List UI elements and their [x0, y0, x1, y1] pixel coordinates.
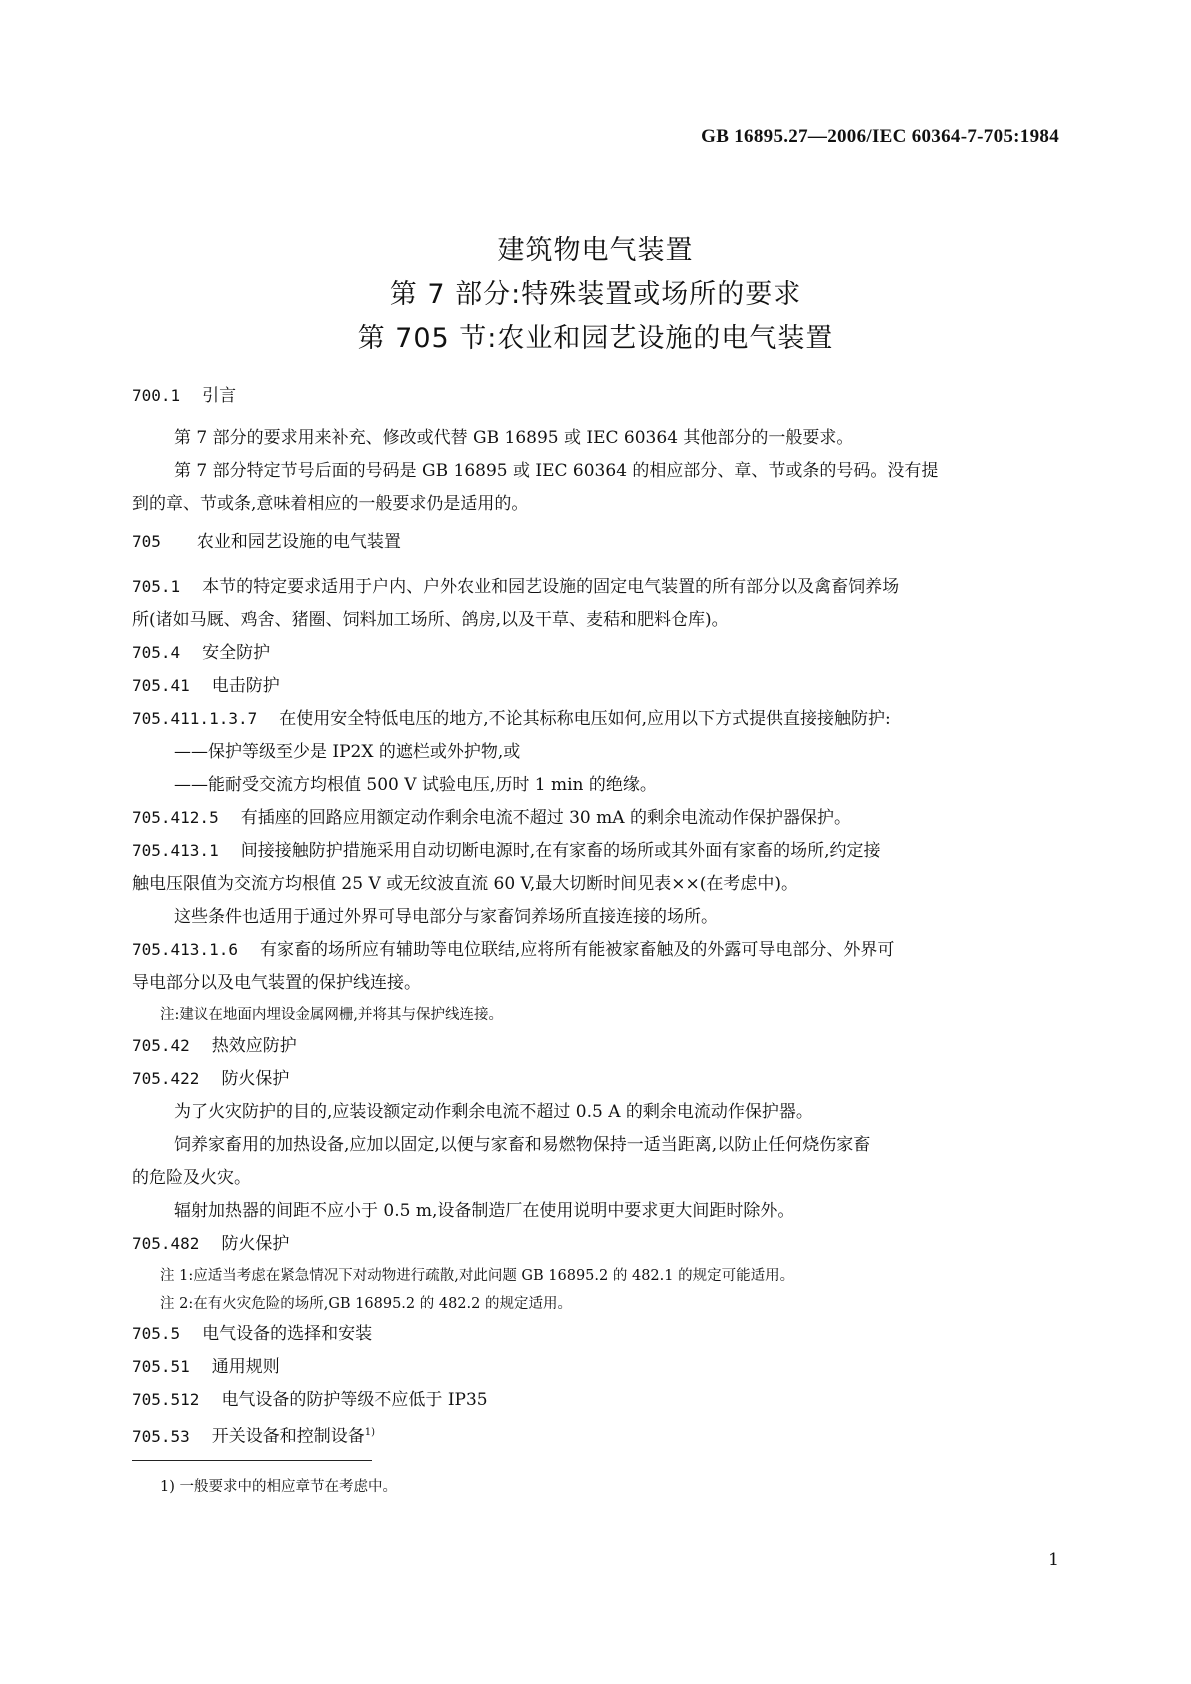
section-title: 安全防护	[202, 643, 271, 663]
section-text: 有插座的回路应用额定动作剩余电流不超过 30 mA 的剩余电流动作保护器保护。	[240, 808, 851, 828]
dash-item: ——能耐受交流方均根值 500 V 试验电压,历时 1 min 的绝缘。	[174, 775, 657, 795]
paragraph: 这些条件也适用于通过外界可导电部分与家畜饲养场所直接连接的场所。	[174, 907, 718, 927]
note: 注:建议在地面内埋设金属网栅,并将其与保护线连接。	[160, 1007, 503, 1023]
section-705-482	[132, 1226, 1059, 1262]
section-number: 700.1	[132, 386, 181, 405]
section-705-413-1-6	[132, 932, 1059, 968]
note: 注 2:在有火灾危险的场所,GB 16895.2 的 482.2 的规定适用。	[160, 1296, 572, 1312]
section-number: 705.413.1.6	[132, 940, 238, 959]
section-text: 有家畜的场所应有辅助等电位联结,应将所有能被家畜触及的外露可导电部分、外界可	[259, 940, 895, 960]
title-line-2: 第 7 部分:特殊装置或场所的要求	[389, 279, 802, 310]
paragraph: 所(诸如马厩、鸡舍、猪圈、饲料加工场所、鸽房,以及干草、麦秸和肥料仓库)。	[132, 610, 729, 630]
section-title: 引言	[202, 386, 237, 406]
section-number: 705.42	[132, 1036, 190, 1055]
section-number: 705.412.5	[132, 808, 219, 827]
section-number: 705	[132, 532, 161, 551]
section-705-53	[132, 1415, 1059, 1455]
section-705-1	[132, 569, 1059, 605]
paragraph: 为了火灾防护的目的,应装设额定动作剩余电流不超过 0.5 A 的剩余电流动作保护器。	[174, 1102, 813, 1122]
section-title: 农业和园艺设施的电气装置	[196, 532, 401, 552]
section-number: 705.53	[132, 1426, 190, 1446]
section-title: 防火保护	[221, 1069, 290, 1089]
section-705-42	[132, 1028, 1059, 1064]
paragraph: 饲养家畜用的加热设备,应加以固定,以便与家畜和易燃物保持一适当距离,以防止任何烧伤家畜	[174, 1135, 871, 1155]
note: 注 1:应适当考虑在紧急情况下对动物进行疏散,对此问题 GB 16895.2 的 482.1 的规定可能适用。	[160, 1268, 795, 1284]
section-title: 通用规则	[211, 1357, 280, 1377]
section-number: 705.5	[132, 1324, 181, 1343]
section-number: 705.482	[132, 1234, 200, 1253]
section-number: 705.51	[132, 1357, 190, 1376]
dash-item: ——保护等级至少是 IP2X 的遮栏或外护物,或	[174, 742, 521, 762]
section-705-411-1-3-7	[132, 701, 1059, 737]
paragraph: 导电部分以及电气装置的保护线连接。	[132, 973, 421, 993]
section-705-41	[132, 668, 1059, 704]
section-title: 防火保护	[221, 1234, 290, 1254]
section-705-412-5	[132, 800, 1059, 836]
section-title: 热效应防护	[211, 1036, 297, 1056]
section-number: 705.41	[132, 676, 190, 695]
section-title: 电击防护	[211, 676, 280, 696]
paragraph: 辐射加热器的间距不应小于 0.5 m,设备制造厂在使用说明中要求更大间距时除外。	[174, 1201, 795, 1221]
footnote-marker: 1)	[364, 1427, 376, 1438]
paragraph: 的危险及火灾。	[132, 1168, 251, 1188]
section-705-5	[132, 1316, 1059, 1352]
section-text: 间接接触防护措施采用自动切断电源时,在有家畜的场所或其外面有家畜的场所,约定接	[240, 841, 881, 861]
title-line-3: 第 705 节:农业和园艺设施的电气装置	[357, 323, 834, 354]
section-705-422	[132, 1061, 1059, 1097]
paragraph: 触电压限值为交流方均根值 25 V 或无纹波直流 60 V,最大切断时间见表××(在考虑中)。	[132, 874, 799, 894]
paragraph: 到的章、节或条,意味着相应的一般要求仍是适用的。	[132, 494, 529, 514]
section-705-512	[132, 1382, 1059, 1418]
section-705	[132, 524, 1059, 560]
section-text: 本节的特定要求适用于户内、户外农业和园艺设施的固定电气装置的所有部分以及禽畜饲养场	[202, 577, 900, 597]
standard-header: GB 16895.27—2006/IEC 60364-7-705:1984	[701, 126, 1059, 147]
title-line-1: 建筑物电气装置	[497, 235, 694, 266]
section-700-1	[132, 378, 1059, 414]
section-number: 705.512	[132, 1390, 200, 1409]
section-705-51	[132, 1349, 1059, 1385]
section-title: 电气设备的选择和安装	[202, 1324, 373, 1344]
paragraph: 第 7 部分特定节号后面的号码是 GB 16895 或 IEC 60364 的相应部分、章、节或条的号码。没有提	[174, 461, 939, 481]
page-number: 1	[1048, 1550, 1059, 1570]
section-number: 705.1	[132, 577, 181, 596]
section-number: 705.411.1.3.7	[132, 709, 258, 728]
footnote-divider	[132, 1460, 372, 1461]
section-number: 705.422	[132, 1069, 200, 1088]
section-number: 705.4	[132, 643, 181, 662]
section-number: 705.413.1	[132, 841, 219, 860]
section-705-4	[132, 635, 1059, 671]
section-text: 在使用安全特低电压的地方,不论其标称电压如何,应用以下方式提供直接接触防护:	[279, 709, 891, 729]
footnote: 1) 一般要求中的相应章节在考虑中。	[160, 1479, 397, 1495]
section-705-413-1	[132, 833, 1059, 869]
section-title: 电气设备的防护等级不应低于 IP35	[221, 1390, 488, 1410]
section-title: 开关设备和控制设备	[211, 1426, 365, 1447]
paragraph: 第 7 部分的要求用来补充、修改或代替 GB 16895 或 IEC 60364 其他部分的一般要求。	[174, 428, 854, 448]
